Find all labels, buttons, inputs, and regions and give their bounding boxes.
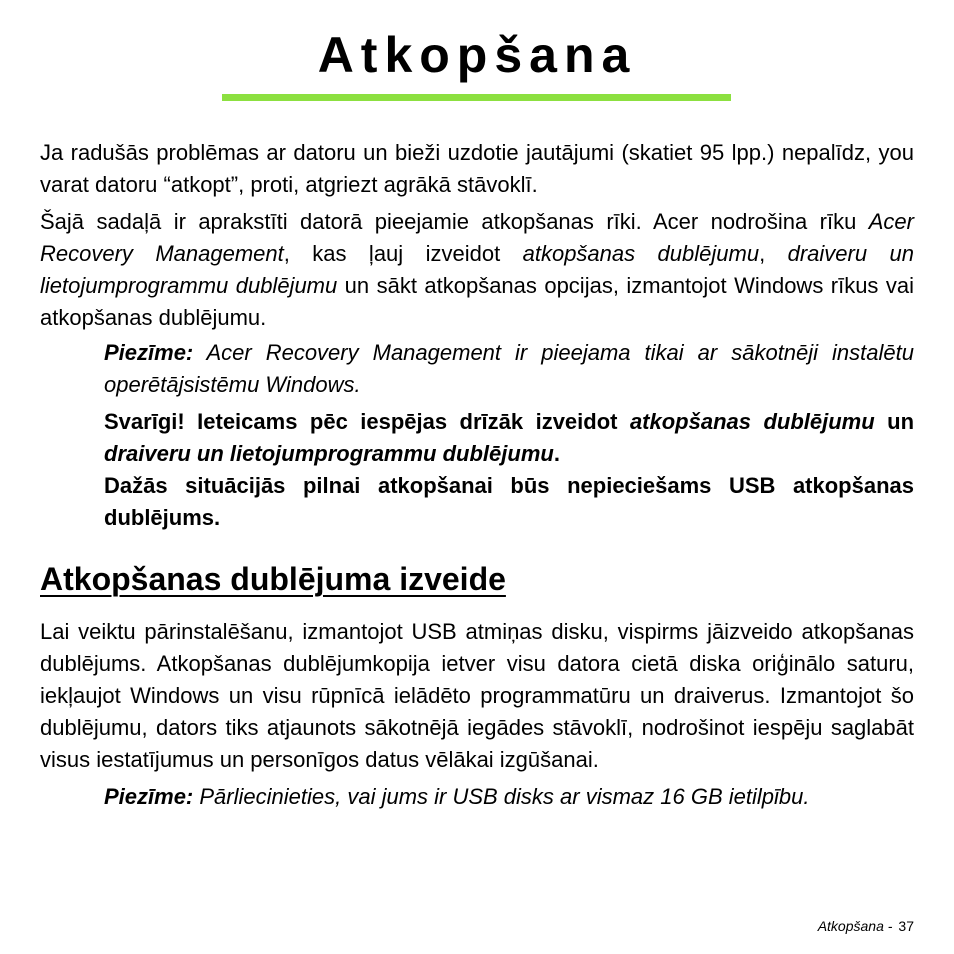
intro-paragraph: Ja radušās problēmas ar datoru un bieži uzdotie jautājumi (skatiet 95 lpp.) nepalīdz, you varat datoru “atkopt”, proti, atgriezt agrākā stāvoklī. xyxy=(40,140,914,197)
tools-text-2: , kas ļauj izveidot xyxy=(283,241,523,266)
acer-recovery-management-term: Acer Recovery Management xyxy=(40,209,914,266)
section-heading: Atkopšanas dublējuma izveide xyxy=(40,561,506,597)
page-title: Atkopšana xyxy=(317,27,637,83)
note-text: Acer Recovery Management ir pieejama tikai ar sākotnēji instalētu operētājsistēmu Windows. xyxy=(104,340,914,397)
footer-section-name: Atkopšana - xyxy=(817,918,893,934)
note-label: Piezīme: xyxy=(104,340,194,365)
note-windows xyxy=(104,337,914,401)
important-text-1: Svarīgi! Ieteicams pēc iespējas drīzāk izveidot xyxy=(104,409,630,434)
title-underline-bar xyxy=(222,94,731,101)
important-notice xyxy=(104,406,914,470)
page-number: 37 xyxy=(898,918,914,934)
drivers-backup-term: draiveru un lietojumprogrammu dublējumu xyxy=(40,241,914,298)
important-recovery-term: atkopšanas dublējumu xyxy=(629,409,875,434)
important-drivers-term: draiveru un lietojumprogrammu dublējumu xyxy=(104,441,554,466)
page-content xyxy=(40,137,914,813)
note2-text: Pārliecinieties, vai jums ir USB disks ar vismaz 16 GB ietilpību. xyxy=(193,784,810,809)
important-text-3: . xyxy=(553,441,560,466)
note2-label: Piezīme: xyxy=(104,784,194,809)
important-text-2: un xyxy=(874,409,915,434)
section-paragraph: Lai veiktu pārinstalēšanu, izmantojot USB atmiņas disku, vispirms jāizveido atkopšanas dublējums. Atkopšanas dublējumkopija ietver visu datora cietā diska oriģinālo saturu, iekļaujot Windows un visu rūpnīcā ielādēto programmatūru un draiverus. Izmantojot šo dublējumu, dators tiks atjaunots sākotnējā iegādes stāvoklī, nodrošinot iespēju saglabāt visus iestatījumus un personīgos datus vēlākai izgūšanai. xyxy=(40,619,914,772)
recovery-backup-term: atkopšanas dublējumu xyxy=(522,241,760,266)
important-usb-line: Dažās situācijās pilnai atkopšanai būs nepieciešams USB atkopšanas dublējums. xyxy=(104,473,914,530)
page-footer xyxy=(818,916,914,936)
tools-text-1: Šajā sadaļā ir aprakstīti datorā pieejamie atkopšanas rīki. Acer nodrošina rīku xyxy=(40,209,869,234)
note-usb-capacity xyxy=(104,781,914,813)
tools-text-3: , xyxy=(759,241,788,266)
tools-paragraph xyxy=(40,206,914,334)
tools-text-4: un sākt atkopšanas opcijas, izmantojot Windows rīkus vai atkopšanas dublējumu. xyxy=(40,273,914,330)
